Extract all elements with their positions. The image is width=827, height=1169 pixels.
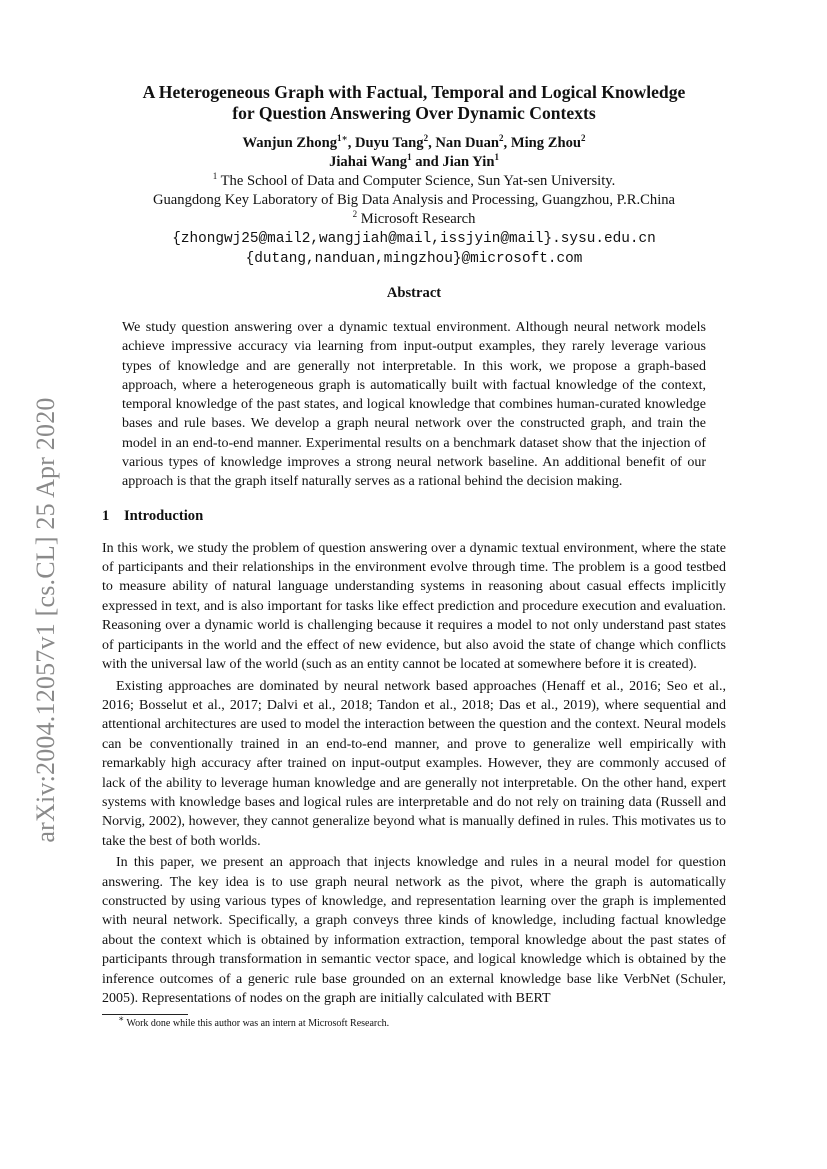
email-line-1: {zhongwj25@mail2,wangjiah@mail,issjyin@mail}.sysu.edu.cn: [172, 231, 656, 247]
author-name: Duyu Tang: [355, 135, 424, 151]
author-name: Nan Duan: [435, 135, 500, 151]
affiliation-2: $^2$ Microsoft Research: [352, 209, 476, 227]
paper-title: [102, 82, 726, 124]
affiliation-1-lab: Guangdong Key Laboratory of Big Data Analysis and Processing, Guangzhou, P.R.China: [152, 192, 676, 208]
email-line-2: {dutang,nanduan,mingzhou}@microsoft.com: [245, 251, 583, 267]
abstract-heading: Abstract: [386, 285, 442, 301]
author-affil-mark: 2: [423, 133, 429, 144]
author-line-2: Jiahai Wang$^1$ and Jian Yin$^1$: [329, 152, 499, 170]
author-name: Jiahai Wang: [329, 154, 408, 170]
arxiv-identifier: arXiv:2004.12057v1 [cs.CL] 25 Apr 2020: [31, 397, 60, 843]
intro-paragraph-1: In this work, we study the problem of question answering over a dynamic textual environment, where the state of participants and their relationships in the environment evolve through time. The problem is a good testbed to measure ability of natural language understanding systems in reasoning about casual effects implicitly expressed in text, and is also important for tasks like effect prediction and procedure execution and evaluation. Reasoning over a dynamic world is challenging because it requires a model to not only understand past states of participants in the world and the effect of new evidence, but also avoid the state of change which conflicts with the universal law of the world (such as an entity cannot be located at somewhere before it is created).: [102, 540, 726, 673]
author-affil-mark: 1: [407, 152, 412, 163]
title-line-1: A Heterogeneous Graph with Factual, Temporal and Logical Knowledge: [142, 82, 686, 102]
paper-page: [102, 82, 726, 1031]
author-name: Wanjun Zhong: [242, 135, 337, 151]
affiliations: [102, 172, 726, 229]
abstract-text: We study question answering over a dynamic textual environment. Although neural network models achieve impressive accuracy via learning from input-output examples, they rarely leverage various types of knowledge and are generally not interpretable. In this work, we propose a graph-based approach, where a heterogeneous graph is automatically built with factual knowledge of the context, temporal knowledge of the past states, and logical knowledge that combines human-curated knowledge bases and rule bases. We develop a graph neural network over the constructed graph, and train the model in an end-to-end manner. Experimental results on a benchmark dataset show that the injection of various types of knowledge improves a strong neural network baseline. An additional benefit of our approach is that the graph itself naturally serves as a rational behind the decision making.: [122, 320, 706, 490]
section-heading-introduction: [102, 508, 726, 525]
arxiv-sidebar: [26, 360, 66, 880]
intro-paragraph-2: Existing approaches are dominated by neural network based approaches (Henaff et al., 2016; Seo et al., 2016; Bosselut et al., 2017; Dalvi et al., 2018; Tandon et al., 2018; Das et al., 2019), where sequential and attentional architectures are used to model the interaction between the question and the context. Neural models can be conventionally trained in an end-to-end manner, and prove to generalize well empirically with remarkably high accuracy after trained on input-output examples. However, they are commonly accused of lack of the ability to leverage human knowledge and are generally not interpretable. On the other hand, expert systems with knowledge bases and logical rules are interpretable and do not rely on training data (Russell and Norvig, 2002), however, they cannot generalize beyond what is manually defined in rules. This motivates us to take the best of both worlds.: [102, 678, 726, 849]
section-number: 1: [102, 507, 110, 524]
author-name: Jian Yin: [442, 154, 495, 170]
footnote: [102, 1014, 726, 1031]
author-emails: [102, 229, 726, 269]
author-affil-mark: 2: [581, 133, 586, 144]
author-affil-mark: 1: [494, 152, 499, 163]
affiliation-1: $^1$ The School of Data and Computer Science, Sun Yat-sen University.: [212, 171, 616, 189]
intro-paragraph-3: In this paper, we present an approach that injects knowledge and rules in a neural model for question answering. The key idea is to use graph neural network as the pivot, where the graph is automatically constructed by using various types of knowledge, and representation learning over the graph is implemented with neural network. Specifically, a graph conveys three kinds of knowledge, including factual knowledge about the context which is obtained by information extraction, temporal knowledge about the past states of participants through transformation in semantic vector space, and logical knowledge which is obtained by the inference outcomes of a generic rule base grounded on an external knowledge base like VerbNet (Schuler, 2005). Representations of nodes on the graph are initially calculated with BERT: [102, 855, 726, 1007]
footnote-divider: [102, 1014, 188, 1015]
author-affil-mark: 2: [499, 133, 504, 144]
author-line-1: Wanjun Zhong$^{1∗}$, Duyu Tang$^2$, Nan Duan$^2$, Ming Zhou$^2$: [242, 133, 586, 151]
author-affil-mark: 1∗: [337, 133, 348, 144]
footnote-mark: ∗: [118, 1014, 125, 1025]
author-name: Ming Zhou: [510, 135, 581, 151]
section-title: Introduction: [124, 507, 204, 524]
footnote-text: Work done while this author was an intern at Microsoft Research.: [124, 1018, 390, 1030]
author-list: [102, 134, 726, 172]
title-line-2: for Question Answering Over Dynamic Contexts: [232, 103, 596, 123]
